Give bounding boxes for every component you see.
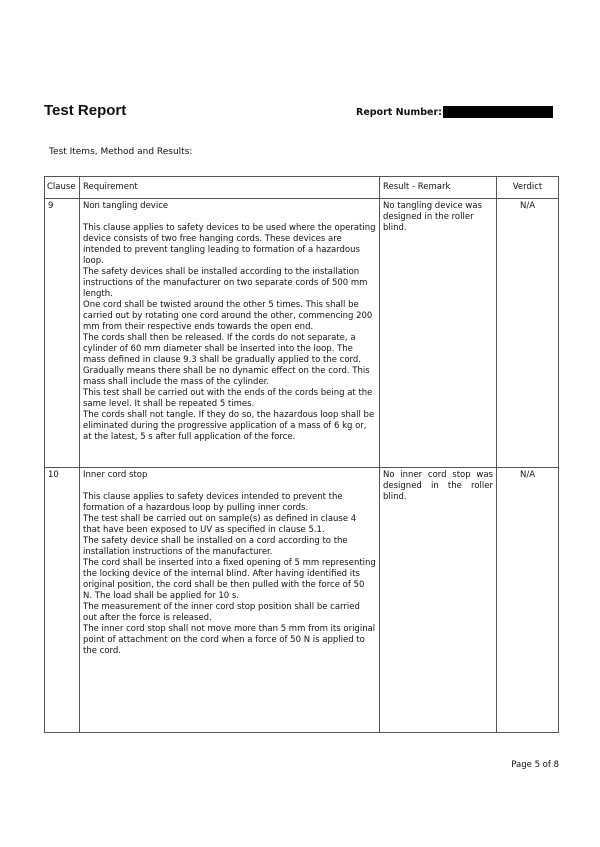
column-header-remark: Result - Remark xyxy=(380,177,497,199)
requirement-paragraph: This clause applies to safety devices intended to prevent the formation of a hazardous loop by pulling inner cords. xyxy=(83,492,343,513)
requirement-title: Inner cord stop xyxy=(83,470,148,480)
report-number xyxy=(356,106,553,118)
remark-cell: No tangling device was designed in the roller blind. xyxy=(380,199,497,468)
requirement-paragraph: This clause applies to safety devices to be used where the operating device consists of two free hanging cords. These devices are intended to prevent tangling leading to formation of a hazardous loop. xyxy=(83,223,376,266)
column-header-clause: Clause xyxy=(45,177,80,199)
requirement-paragraph: This test shall be carried out with the ends of the cords being at the same level. It shall be repeated 5 times. xyxy=(83,388,373,409)
requirement-paragraph: The test shall be carried out on sample(s) as defined in clause 4 that have been exposed to UV as specified in clause 5.1. xyxy=(83,514,357,535)
requirement-paragraph: The inner cord stop shall not move more than 5 mm from its original point of attachment on the cord when a force of 50 N is applied to the cord. xyxy=(83,624,376,656)
remark-cell: No inner cord stop was designed in the roller blind. xyxy=(380,468,497,733)
table-header-row xyxy=(45,177,559,199)
requirement-cell xyxy=(80,468,380,733)
clause-cell: 10 xyxy=(45,468,80,733)
verdict-cell: N/A xyxy=(497,468,559,733)
clause-cell: 9 xyxy=(45,199,80,468)
results-table xyxy=(44,176,559,733)
requirement-paragraph: One cord shall be twisted around the other 5 times. This shall be carried out by rotating one cord around the other, commencing 200 mm from their respective ends towards the open end. xyxy=(83,300,373,332)
requirement-paragraph: The cord shall be inserted into a fixed opening of 5 mm representing the locking device of the internal blind. After having identified its original position, the cord shall be then pulled with the force of 50 N. The load shall be applied for 10 s. xyxy=(83,558,376,601)
section-subtitle: Test Items, Method and Results: xyxy=(49,147,193,157)
report-number-label: Report Number: xyxy=(356,106,442,118)
requirement-paragraph: The safety devices shall be installed according to the installation instructions of the manufacturer on two separate cords of 500 mm length. xyxy=(83,267,368,299)
requirement-paragraph: The measurement of the inner cord stop position shall be carried out after the force is released. xyxy=(83,602,360,623)
column-header-verdict: Verdict xyxy=(497,177,559,199)
requirement-paragraph: The safety device shall be installed on a cord according to the installation instructions of the manufacturer. xyxy=(83,536,348,557)
verdict-cell: N/A xyxy=(497,199,559,468)
table-row xyxy=(45,199,559,468)
column-header-requirement: Requirement xyxy=(80,177,380,199)
redacted-report-number xyxy=(443,106,553,118)
page-number: Page 5 of 8 xyxy=(511,760,559,770)
requirement-cell xyxy=(80,199,380,468)
table-row xyxy=(45,468,559,733)
requirement-title: Non tangling device xyxy=(83,201,169,211)
report-title: Test Report xyxy=(44,102,127,119)
requirement-paragraph: The cords shall then be released. If the cords do not separate, a cylinder of 60 mm diameter shall be inserted into the loop. The mass defined in clause 9.3 shall be gradually applied to the cord. Gradually means there shall be no dynamic effect on the cord. This mass shall include the mass of the cylinder. xyxy=(83,333,370,387)
requirement-paragraph: The cords shall not tangle. If they do so, the hazardous loop shall be eliminated during the progressive application of a mass of 6 kg or, at the latest, 5 s after full application of the force. xyxy=(83,410,375,442)
